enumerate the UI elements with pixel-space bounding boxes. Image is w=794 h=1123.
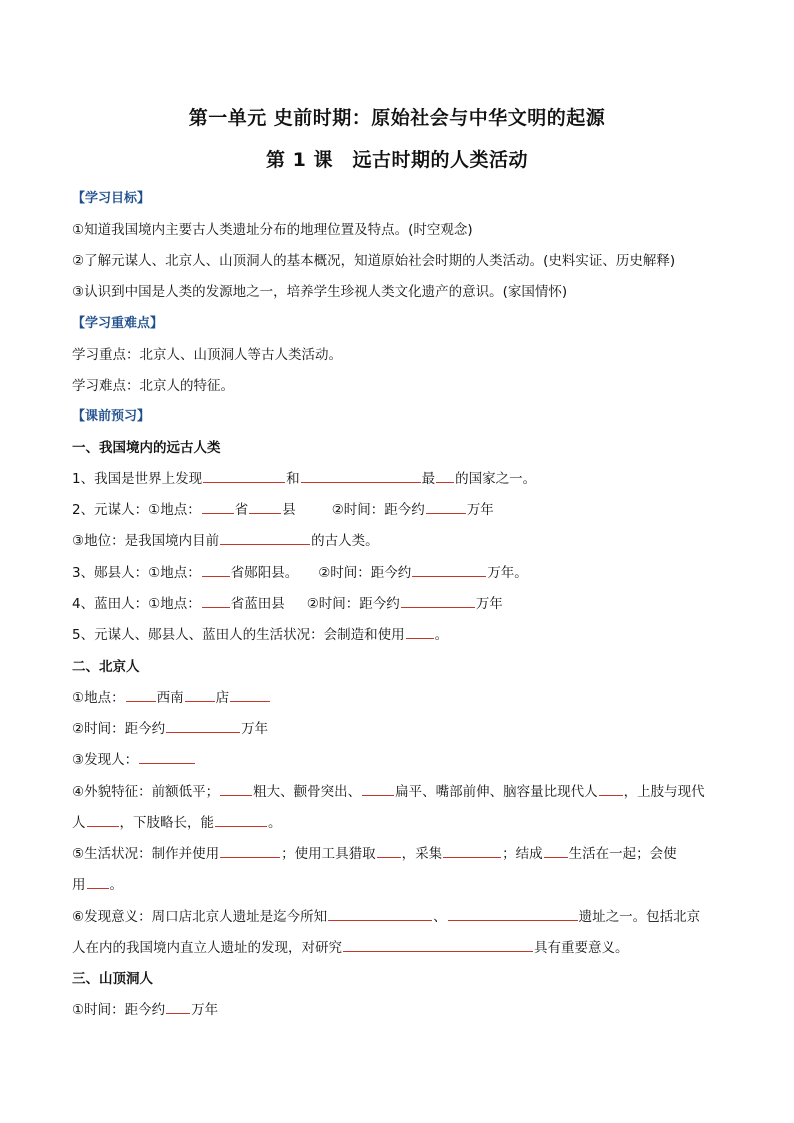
section2-title: 二、北京人 [72, 659, 140, 675]
goal-item-2: ②了解元谋人、北京人、山顶洞人的基本概况，知道原始社会时期的人类活动。(史料实证、历史解释) [72, 253, 676, 269]
goal-item-3: ③认识到中国是人类的发源地之一，培养学生珍视人类文化遗产的意识。(家国情怀) [72, 284, 568, 300]
keypoints-heading: 【学习重难点】 [72, 316, 164, 331]
s1-line4: 3、郧县人：①地点： 省郧阳县。 ②时间：距今约 万年。 [72, 561, 528, 581]
answer-blank[interactable] [328, 906, 432, 921]
answer-blank[interactable] [202, 562, 230, 577]
s2-line4: ④外貌特征：前额低平； 粗大、颧骨突出、 扁平、嘴部前伸、脑容量比现代人 ，上肢与现代 [72, 780, 705, 800]
answer-blank[interactable] [202, 593, 230, 608]
goals-heading: 【学习目标】 [72, 191, 151, 206]
s1-line3: ③地位：是我国境内目前 的古人类。 [72, 529, 379, 549]
answer-blank[interactable] [443, 843, 501, 858]
answer-blank[interactable] [436, 468, 454, 483]
answer-blank[interactable] [426, 499, 466, 514]
s1-line2: 2、元谋人：①地点： 省 县 ②时间：距今约 万年 [72, 498, 494, 518]
answer-blank[interactable] [166, 718, 240, 733]
s1-line1: 1、我国是世界上发现 和 最 的国家之一。 [72, 467, 536, 487]
answer-blank[interactable] [220, 781, 252, 796]
s2-line5: 人 ，下肢略长，能 。 [72, 811, 282, 831]
answer-blank[interactable] [87, 874, 109, 889]
s2-line3: ③发现人： [72, 748, 196, 768]
s1-line6: 5、元谋人、郧县人、蓝田人的生活状况：会制造和使用 。 [72, 623, 448, 643]
s3-line1: ①时间：距今约 万年 [72, 998, 218, 1018]
answer-blank[interactable] [377, 843, 401, 858]
answer-blank[interactable] [166, 999, 190, 1014]
answer-blank[interactable] [448, 906, 578, 921]
answer-blank[interactable] [230, 687, 270, 702]
answer-blank[interactable] [203, 468, 285, 483]
section3-title: 三、山顶洞人 [72, 971, 153, 987]
answer-blank[interactable] [406, 624, 434, 639]
answer-blank[interactable] [599, 781, 623, 796]
answer-blank[interactable] [202, 499, 234, 514]
answer-blank[interactable] [220, 530, 310, 545]
s2-line1: ①地点： 西南 店 [72, 686, 271, 706]
s2-line2: ②时间：距今约 万年 [72, 717, 268, 737]
s2-line7: 用 。 [72, 873, 123, 893]
answer-blank[interactable] [185, 687, 215, 702]
key-difficulty: 学习难点：北京人的特征。 [72, 378, 234, 394]
answer-blank[interactable] [215, 812, 267, 827]
preview-heading: 【课前预习】 [72, 409, 151, 424]
section1-title: 一、我国境内的远古人类 [72, 440, 221, 456]
s1-line5: 4、蓝田人：①地点： 省蓝田县 ②时间：距今约 万年 [72, 592, 503, 612]
unit-title: 第一单元 史前时期：原始社会与中华文明的起源 [188, 107, 606, 129]
answer-blank[interactable] [343, 937, 533, 952]
s2-line8: ⑥发现意义：周口店北京人遗址是迄今所知 、 遗址之一。包括北京 [72, 905, 700, 925]
key-focus: 学习重点：北京人、山顶洞人等古人类活动。 [72, 347, 342, 363]
answer-blank[interactable] [544, 843, 568, 858]
lesson-title: 第 1 课 远古时期的人类活动 [266, 149, 528, 171]
s2-line9: 人在内的我国境内直立人遗址的发现，对研究 具有重要意义。 [72, 936, 629, 956]
answer-blank[interactable] [362, 781, 394, 796]
answer-blank[interactable] [126, 687, 156, 702]
answer-blank[interactable] [249, 499, 281, 514]
answer-blank[interactable] [220, 843, 280, 858]
answer-blank[interactable] [412, 562, 486, 577]
answer-blank[interactable] [87, 812, 119, 827]
answer-blank[interactable] [139, 749, 195, 764]
answer-blank[interactable] [401, 593, 475, 608]
answer-blank[interactable] [301, 468, 421, 483]
goal-item-1: ①知道我国境内主要古人类遗址分布的地理位置及特点。(时空观念) [72, 222, 473, 238]
s2-line6: ⑤生活状况：制作并使用 ；使用工具猎取 ，采集 ；结成 生活在一起；会使 [72, 842, 677, 862]
